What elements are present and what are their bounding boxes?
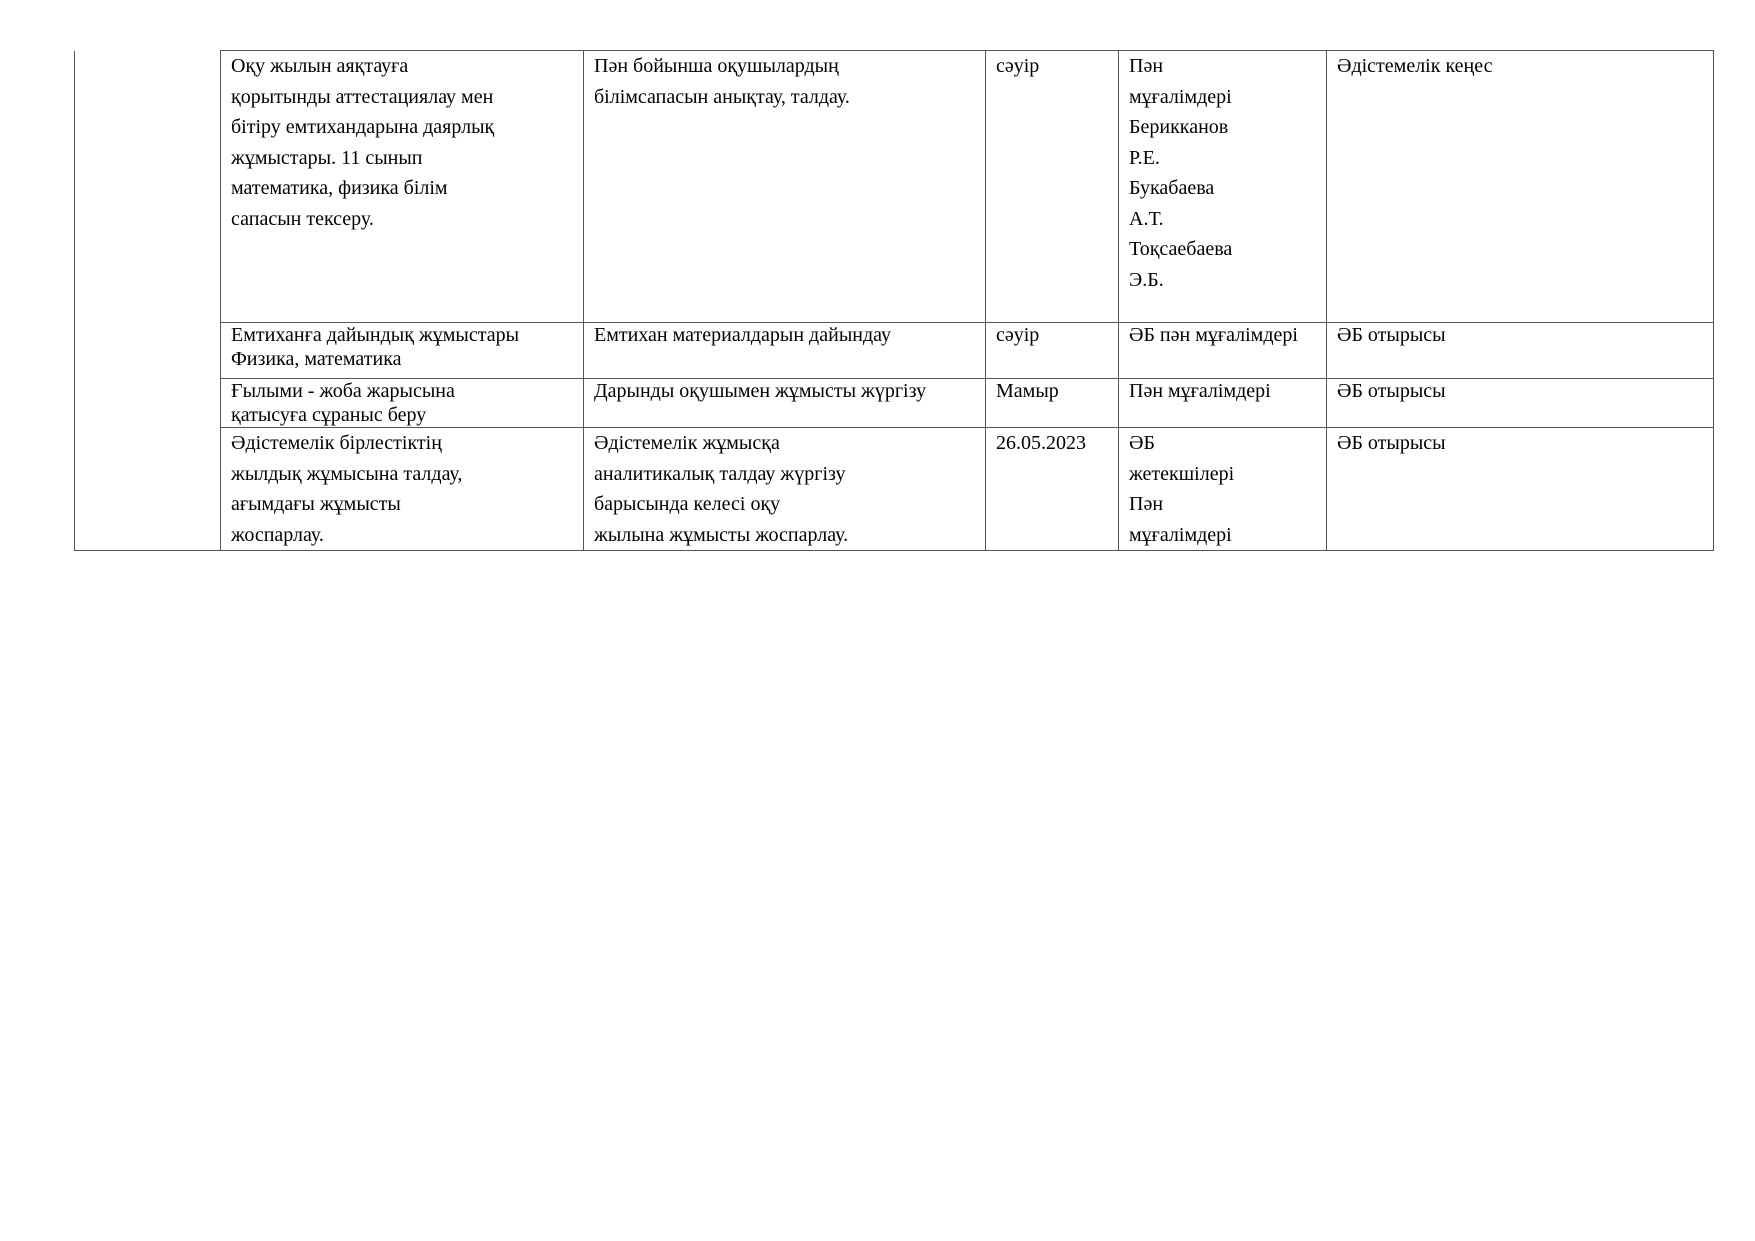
date-cell: сәуір	[986, 51, 1119, 323]
result-cell: Әдістемелік кеңес	[1327, 51, 1714, 323]
date-cell: 26.05.2023	[986, 428, 1119, 551]
table-row	[75, 323, 1714, 379]
activity-cell: Ғылыми - жоба жарысына қатысуға сұраныс беру	[221, 379, 584, 428]
purpose-cell: Пән бойынша оқушылардың білімсапасын анықтау, талдау.	[584, 51, 986, 323]
responsible-cell: ӘБ жетекшілері Пән мұғалімдері	[1119, 428, 1327, 551]
responsible-cell: Пән мұғалімдері Берикканов Р.Е. Букабаева А.Т. Тоқсаебаева Э.Б.	[1119, 51, 1327, 323]
section-column-cell	[75, 323, 221, 379]
table-row	[75, 428, 1714, 551]
result-cell: ӘБ отырысы	[1327, 323, 1714, 379]
section-column-cell	[75, 428, 221, 551]
section-column-cell	[75, 379, 221, 428]
date-cell: Мамыр	[986, 379, 1119, 428]
purpose-cell: Дарынды оқушымен жұмысты жүргізу	[584, 379, 986, 428]
purpose-cell: Әдістемелік жұмысқа аналитикалық талдау жүргізу барысында келесі оқу жылына жұмысты жоспарлау.	[584, 428, 986, 551]
result-cell: ӘБ отырысы	[1327, 379, 1714, 428]
responsible-cell: ӘБ пән мұғалімдері	[1119, 323, 1327, 379]
section-column-cell	[75, 51, 221, 323]
table-row	[75, 51, 1714, 323]
purpose-cell: Емтихан материалдарын дайындау	[584, 323, 986, 379]
activity-cell: Оқу жылын аяқтауға қорытынды аттестациялау мен бітіру емтихандарына даярлық жұмыстары. 11 сынып математика, физика білім сапасын тексеру.	[221, 51, 584, 323]
table-row	[75, 379, 1714, 428]
responsible-cell: Пән мұғалімдері	[1119, 379, 1327, 428]
activity-cell: Әдістемелік бірлестіктің жылдық жұмысына талдау, ағымдағы жұмысты жоспарлау.	[221, 428, 584, 551]
work-plan-table	[74, 50, 1714, 551]
result-cell: ӘБ отырысы	[1327, 428, 1714, 551]
date-cell: сәуір	[986, 323, 1119, 379]
activity-cell: Емтиханға дайындық жұмыстары Физика, математика	[221, 323, 584, 379]
